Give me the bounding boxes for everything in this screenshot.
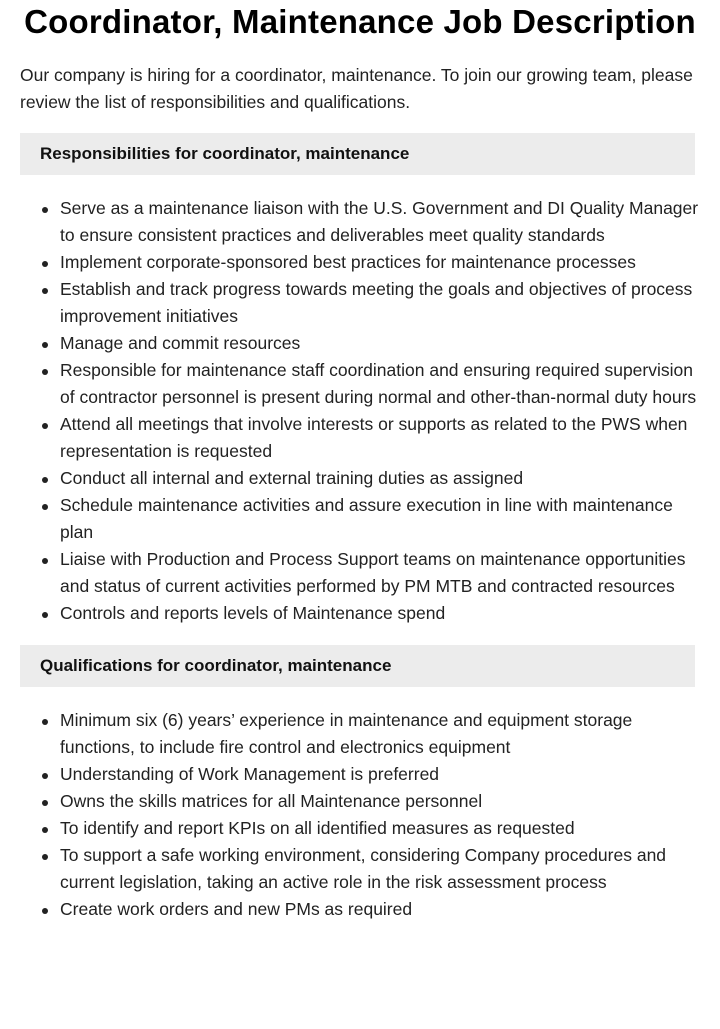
list-item [60,465,700,492]
bullet-icon [42,261,48,267]
bullet-icon [42,207,48,213]
bullet-icon [42,827,48,833]
list-item [60,330,700,357]
bullet-icon [42,854,48,860]
qualifications-heading: Qualifications for coordinator, maintenance [20,645,695,687]
page-title: Coordinator, Maintenance Job Description [24,3,696,40]
responsibilities-list [20,195,700,627]
list-item-text: Attend all meetings that involve interests or supports as related to the PWS when representation is requested [60,414,688,461]
intro-paragraph: Our company is hiring for a coordinator, maintenance. To join our growing team, please review the list of responsibilities and qualifications. [20,65,693,112]
list-item [60,896,700,923]
bullet-icon [42,369,48,375]
bullet-icon [42,773,48,779]
list-item [60,788,700,815]
bullet-icon [42,342,48,348]
list-item-text: Schedule maintenance activities and assure execution in line with maintenance plan [60,495,673,542]
list-item-text: Controls and reports levels of Maintenance spend [60,603,446,623]
bullet-icon [42,504,48,510]
list-item [60,492,700,546]
bullet-icon [42,719,48,725]
bullet-icon [42,558,48,564]
list-item-text: Liaise with Production and Process Support teams on maintenance opportunities and status of current activities performed by PM MTB and contracted resources [60,549,686,596]
list-item-text: Serve as a maintenance liaison with the U.S. Government and DI Quality Manager to ensure consistent practices and deliverables meet quality standards [60,198,699,245]
list-item [60,707,700,761]
list-item-text: Create work orders and new PMs as required [60,899,413,919]
list-item-text: To identify and report KPIs on all identified measures as requested [60,818,575,838]
list-item [60,761,700,788]
bullet-icon [42,612,48,618]
bullet-icon [42,477,48,483]
list-item [60,276,700,330]
responsibilities-heading: Responsibilities for coordinator, maintenance [20,133,695,175]
list-item [60,842,700,896]
bullet-icon [42,288,48,294]
list-item-text: Responsible for maintenance staff coordination and ensuring required supervision of contractor personnel is present during normal and other-than-normal duty hours [60,360,697,407]
qualifications-list [20,707,700,923]
bullet-icon [42,423,48,429]
bullet-icon [42,908,48,914]
list-item [60,411,700,465]
bullet-icon [42,800,48,806]
list-item-text: Owns the skills matrices for all Maintenance personnel [60,791,483,811]
list-item [60,195,700,249]
list-item-text: Understanding of Work Management is preferred [60,764,440,784]
list-item-text: To support a safe working environment, considering Company procedures and current legislation, taking an active role in the risk assessment process [60,845,667,892]
list-item [60,546,700,600]
list-item-text: Establish and track progress towards meeting the goals and objectives of process improvement initiatives [60,279,693,326]
list-item [60,815,700,842]
list-item [60,249,700,276]
list-item [60,600,700,627]
list-item-text: Minimum six (6) years’ experience in maintenance and equipment storage functions, to include fire control and electronics equipment [60,710,633,757]
list-item-text: Conduct all internal and external training duties as assigned [60,468,524,488]
list-item-text: Manage and commit resources [60,333,301,353]
list-item [60,357,700,411]
list-item-text: Implement corporate-sponsored best practices for maintenance processes [60,252,636,272]
